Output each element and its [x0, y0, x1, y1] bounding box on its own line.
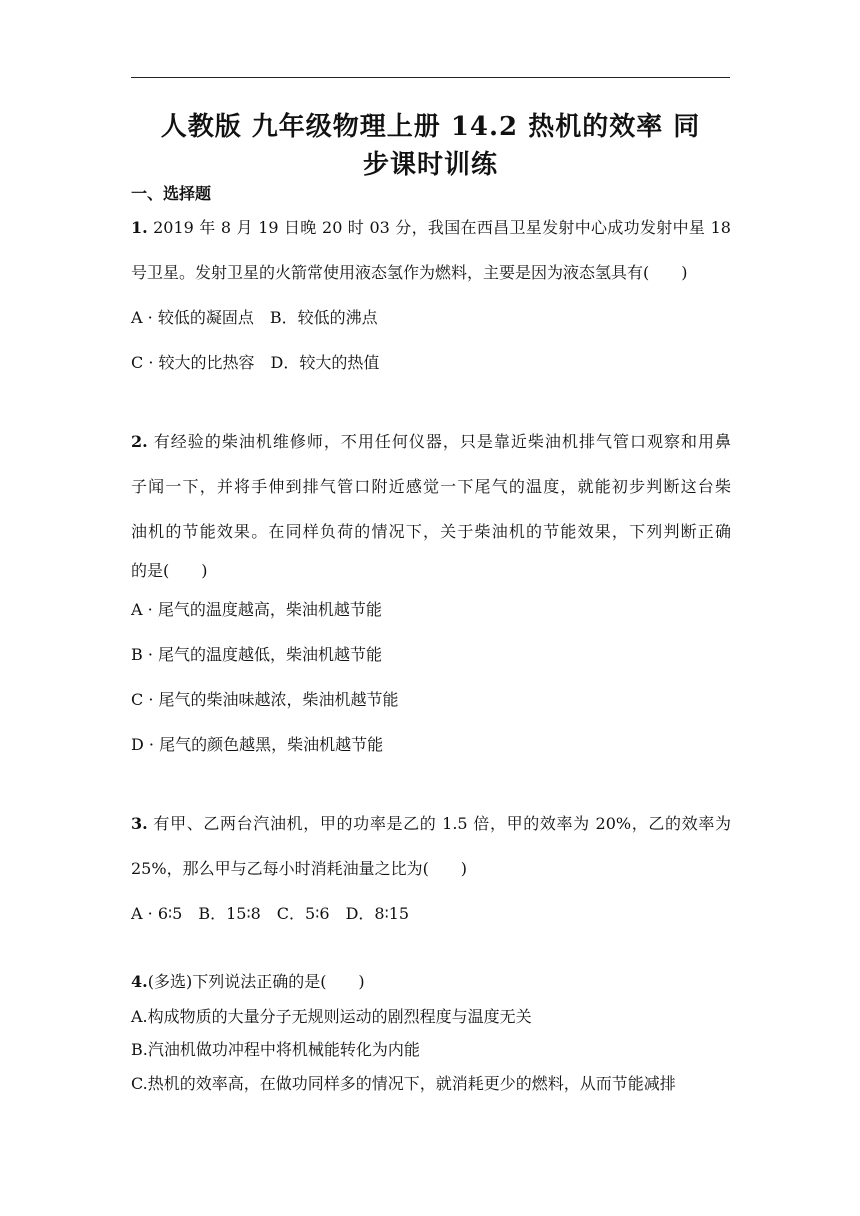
question-1-line1	[131, 215, 731, 238]
question-1-text: 2019 年 8 月 19 日晚 20 时 03 分，我国在西昌卫星发射中心成功发射中星 18	[147, 218, 731, 237]
question-4-option-b: B.汽油机做功冲程中将机械能转化为内能	[131, 1040, 420, 1059]
question-1-options-ab: A · 较低的凝固点 B．较低的沸点	[131, 308, 378, 327]
question-1-options-cd: C · 较大的比热容 D．较大的热值	[131, 353, 380, 372]
question-2-line1	[131, 429, 731, 452]
question-3-number: 3.	[131, 814, 148, 833]
question-2-number: 2.	[131, 432, 148, 451]
header-rule	[131, 77, 730, 78]
question-2-text: 有经验的柴油机维修师，不用任何仪器，只是靠近柴油机排气管口观察和用鼻	[147, 432, 731, 451]
question-2-line3: 油机的节能效果。在同样负荷的情况下，关于柴油机的节能效果，下列判断正确	[131, 522, 731, 541]
question-3-line2: 25%，那么甲与乙每小时消耗油量之比为( )	[131, 859, 468, 878]
question-2-option-d: D · 尾气的颜色越黑，柴油机越节能	[131, 735, 384, 754]
question-2-option-a: A · 尾气的温度越高，柴油机越节能	[131, 600, 382, 619]
question-4-number: 4.	[131, 972, 148, 991]
question-1-line2: 号卫星。发射卫星的火箭常使用液态氢作为燃料，主要是因为液态氢具有( )	[131, 263, 688, 282]
question-2-option-c: C · 尾气的柴油味越浓，柴油机越节能	[131, 690, 399, 709]
question-1-number: 1.	[131, 218, 148, 237]
question-4-text: (多选)下列说法正确的是( )	[147, 972, 365, 991]
section-heading: 一、选择题	[131, 184, 212, 203]
question-4-option-a: A.构成物质的大量分子无规则运动的剧烈程度与温度无关	[131, 1007, 532, 1026]
question-4-option-c: C.热机的效率高，在做功同样多的情况下，就消耗更少的燃料，从而节能减排	[131, 1074, 676, 1093]
question-3-line1	[131, 811, 731, 834]
question-2-line4: 的是( )	[131, 561, 208, 580]
question-3-text: 有甲、乙两台汽油机，甲的功率是乙的 1.5 倍，甲的效率为 20%，乙的效率为	[147, 814, 731, 833]
document-title-line1: 人教版 九年级物理上册 14.2 热机的效率 同	[160, 112, 701, 142]
question-3-options: A · 6∶5 B．15∶8 C．5∶6 D．8∶15	[131, 904, 410, 923]
document-title-line2: 步课时训练	[362, 150, 498, 180]
question-2-line2: 子闻一下，并将手伸到排气管口附近感觉一下尾气的温度，就能初步判断这台柴	[131, 477, 731, 496]
question-2-option-b: B · 尾气的温度越低，柴油机越节能	[131, 645, 383, 664]
question-4-line1	[131, 969, 731, 992]
